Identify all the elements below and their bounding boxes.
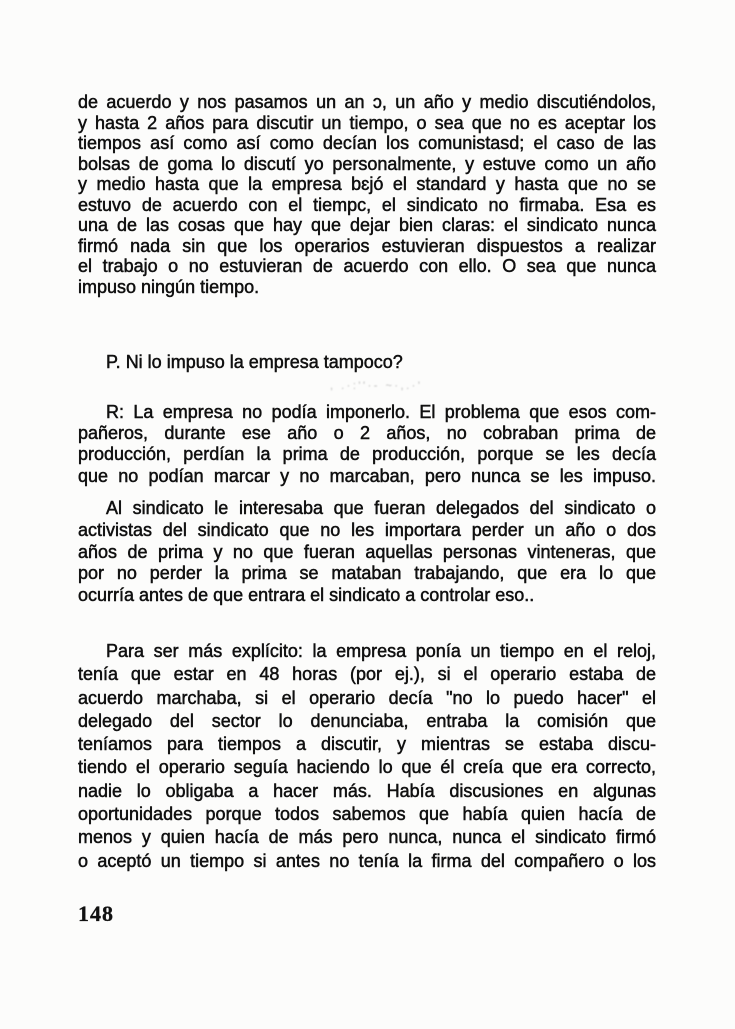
text-line: nadie lo obligaba a hacer más. Había discusiones en algunas [78, 780, 656, 801]
text-line: bolsas de goma lo discutí yo personalmente, y estuve como un año [78, 153, 656, 174]
text-line: oportunidades porque todos sabemos que había quien hacía de [78, 804, 656, 825]
text-line: firmó nada sin que los operarios estuvieran dispuestos a realizar [78, 235, 656, 256]
interview-answer-paragraph-3 [78, 640, 656, 873]
text-line: años de prima y no que fueran aquellas personas vinteneras, que [78, 541, 656, 562]
text-line: el trabajo o no estuvieran de acuerdo con ello. O sea que nunca [78, 256, 656, 276]
body-paragraph-continuation [78, 92, 656, 297]
text-line: producción, perdían la prima de producción, porque se les decía [78, 444, 656, 465]
text-line: R: La empresa no podía imponerlo. El problema que esos com- [106, 402, 656, 422]
text-line: una de las cosas que hay que dejar bien claras: el sindicato nunca [78, 215, 656, 235]
text-line: teníamos para tiempos a discutir, y mientras se estaba discu- [78, 734, 656, 755]
text-line: pañeros, durante ese año o 2 años, no cobraban prima de [78, 423, 656, 444]
text-line: por no perder la prima se mataban trabajando, que era lo que [78, 563, 656, 584]
text-line: y medio hasta que la empresa bɛjó el standard y hasta que no se [78, 174, 656, 194]
ink-smudge: , .·:''·- ~·,.·' [330, 380, 423, 392]
interview-question [78, 352, 656, 373]
text-line: o aceptó un tiempo si antes no tenía la firma del compañero o los [78, 850, 656, 871]
text-line: impuso ningún tiempo. [78, 276, 260, 297]
text-line: Al sindicato le interesaba que fueran delegados del sindicato o [106, 498, 656, 518]
text-line: de acuerdo y nos pasamos un an ɔ, un año y medio discutiéndolos, [78, 92, 656, 112]
text-line: que no podían marcar y no marcaban, pero nunca se les impuso. [78, 465, 656, 486]
interview-answer-paragraph-1 [78, 402, 656, 487]
text-line: Para ser más explícito: la empresa ponía un tiempo en el reloj, [106, 641, 656, 661]
question-line: P. Ni lo impuso la empresa tampoco? [106, 352, 403, 372]
text-line: delegado del sector lo denunciaba, entraba la comisión que [78, 710, 656, 731]
interview-answer-paragraph-2 [78, 498, 656, 607]
text-line: tenía que estar en 48 horas (por ej.), si el operario estaba de [78, 664, 656, 685]
text-line: estuvo de acuerdo con el tiempc, el sindicato no firmaba. Esa es [78, 194, 656, 215]
page-number: 148 [78, 901, 114, 926]
text-line: ocurría antes de que entrara el sindicato a controlar eso.. [78, 585, 535, 606]
text-line: menos y quien hacía de más pero nunca, nunca el sindicato firmó [78, 827, 656, 848]
text-line: y hasta 2 años para discutir un tiempo, o sea que no es aceptar los [78, 112, 656, 133]
text-line: acuerdo marchaba, si el operario decía "no lo puedo hacer" el [78, 687, 656, 708]
text-line: activistas del sindicato que no les importara perder un año o dos [78, 519, 656, 540]
text-line: tiendo el operario seguía haciendo lo que él creía que era correcto, [78, 757, 656, 778]
text-line: tiempos así como así como decían los comunistasd; el caso de las [78, 133, 656, 153]
